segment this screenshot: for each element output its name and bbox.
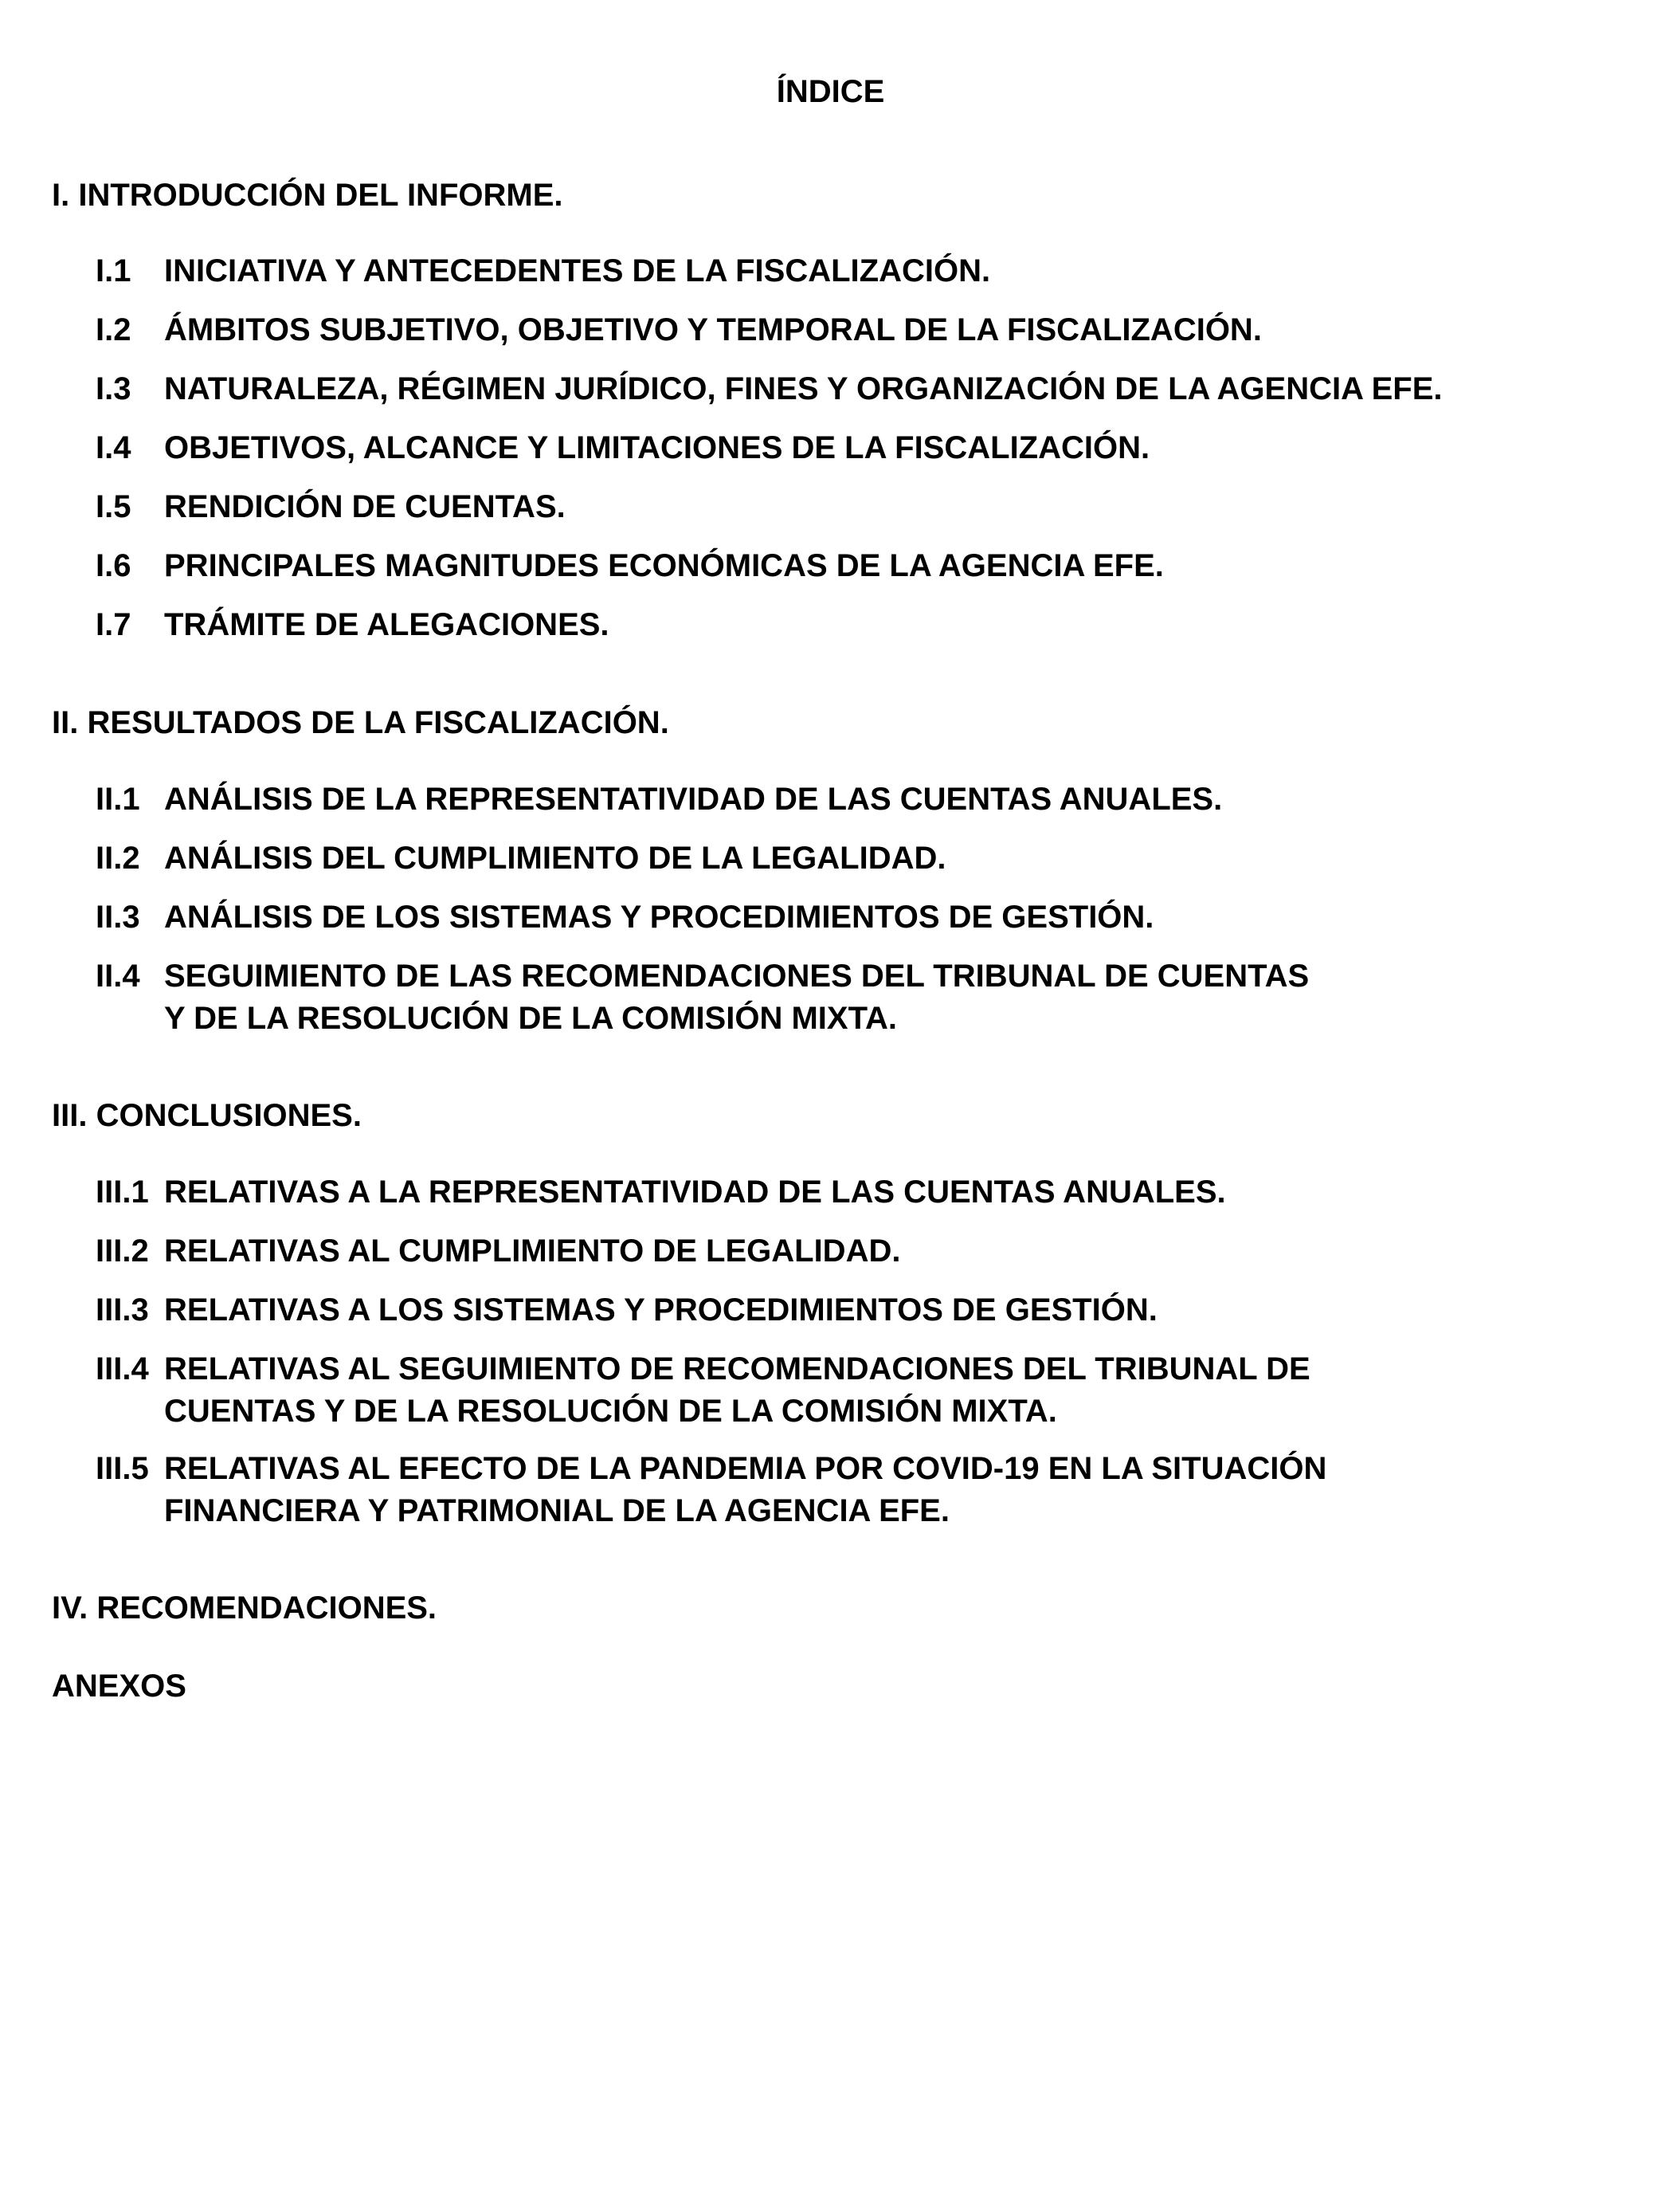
toc-entry-title: OBJETIVOS, ALCANCE Y LIMITACIONES DE LA FISCALIZACIÓN. xyxy=(164,430,1150,465)
toc-entry-number: I.4 xyxy=(96,430,131,465)
toc-entry-title: ANÁLISIS DEL CUMPLIMIENTO DE LA LEGALIDAD. xyxy=(164,841,946,876)
toc-entry-title: TRÁMITE DE ALEGACIONES. xyxy=(164,607,609,642)
toc-entry-title: NATURALEZA, RÉGIMEN JURÍDICO, FINES Y ORGANIZACIÓN DE LA AGENCIA EFE. xyxy=(164,371,1443,406)
toc-section-heading[interactable]: I. INTRODUCCIÓN DEL INFORME. xyxy=(52,178,563,213)
toc-entry-title: RENDICIÓN DE CUENTAS. xyxy=(164,489,566,524)
toc-entry-title: PRINCIPALES MAGNITUDES ECONÓMICAS DE LA AGENCIA EFE. xyxy=(164,548,1164,583)
toc-entry-number: III.5 xyxy=(96,1451,149,1486)
toc-entry-title: ANÁLISIS DE LOS SISTEMAS Y PROCEDIMIENTOS DE GESTIÓN. xyxy=(164,900,1154,935)
toc-entry-title-line1: RELATIVAS AL SEGUIMIENTO DE RECOMENDACIONES DEL TRIBUNAL DE xyxy=(164,1351,1310,1386)
toc-entry-number: III.1 xyxy=(96,1175,149,1210)
toc-entry-number: II.3 xyxy=(96,900,140,935)
toc-entry-title: ANÁLISIS DE LA REPRESENTATIVIDAD DE LAS CUENTAS ANUALES. xyxy=(164,782,1223,817)
toc-entry-number: II.2 xyxy=(96,841,140,876)
toc-section-heading[interactable]: III. CONCLUSIONES. xyxy=(52,1098,362,1133)
toc-entry-title: RELATIVAS A LA REPRESENTATIVIDAD DE LAS CUENTAS ANUALES. xyxy=(164,1175,1226,1210)
toc-entry-number: I.1 xyxy=(96,253,131,288)
toc-entry-number: III.2 xyxy=(96,1233,149,1269)
toc-entry-title-line1: SEGUIMIENTO DE LAS RECOMENDACIONES DEL TRIBUNAL DE CUENTAS xyxy=(164,959,1310,994)
toc-entry-title-line2: Y DE LA RESOLUCIÓN DE LA COMISIÓN MIXTA. xyxy=(164,1001,898,1036)
toc-entry-number: I.7 xyxy=(96,607,131,642)
page-title: ÍNDICE xyxy=(776,74,885,109)
toc-entry-title-line2: CUENTAS Y DE LA RESOLUCIÓN DE LA COMISIÓN MIXTA. xyxy=(164,1394,1057,1429)
toc-entry-title: ÁMBITOS SUBJETIVO, OBJETIVO Y TEMPORAL DE LA FISCALIZACIÓN. xyxy=(164,312,1262,347)
toc-entry-title: RELATIVAS A LOS SISTEMAS Y PROCEDIMIENTOS DE GESTIÓN. xyxy=(164,1292,1158,1328)
toc-entry-number: II.4 xyxy=(96,959,140,994)
toc-entry-number: II.1 xyxy=(96,782,140,817)
toc-entry-title: RELATIVAS AL CUMPLIMIENTO DE LEGALIDAD. xyxy=(164,1233,901,1269)
toc-entry-number: I.3 xyxy=(96,371,131,406)
toc-entry-number: III.3 xyxy=(96,1292,149,1328)
toc-entry-number: I.2 xyxy=(96,312,131,347)
toc-section-heading[interactable]: ANEXOS xyxy=(52,1669,186,1704)
toc-section-heading[interactable]: II. RESULTADOS DE LA FISCALIZACIÓN. xyxy=(52,705,669,740)
toc-entry-title-line2: FINANCIERA Y PATRIMONIAL DE LA AGENCIA EFE. xyxy=(164,1493,950,1528)
toc-section-heading[interactable]: IV. RECOMENDACIONES. xyxy=(52,1590,437,1626)
toc-entry-title-line1: RELATIVAS AL EFECTO DE LA PANDEMIA POR COVID-19 EN LA SITUACIÓN xyxy=(164,1451,1327,1486)
toc-entry-number: I.6 xyxy=(96,548,131,583)
toc-entry-title: INICIATIVA Y ANTECEDENTES DE LA FISCALIZACIÓN. xyxy=(164,253,991,288)
toc-entry-number: I.5 xyxy=(96,489,131,524)
toc-entry-number: III.4 xyxy=(96,1351,149,1386)
